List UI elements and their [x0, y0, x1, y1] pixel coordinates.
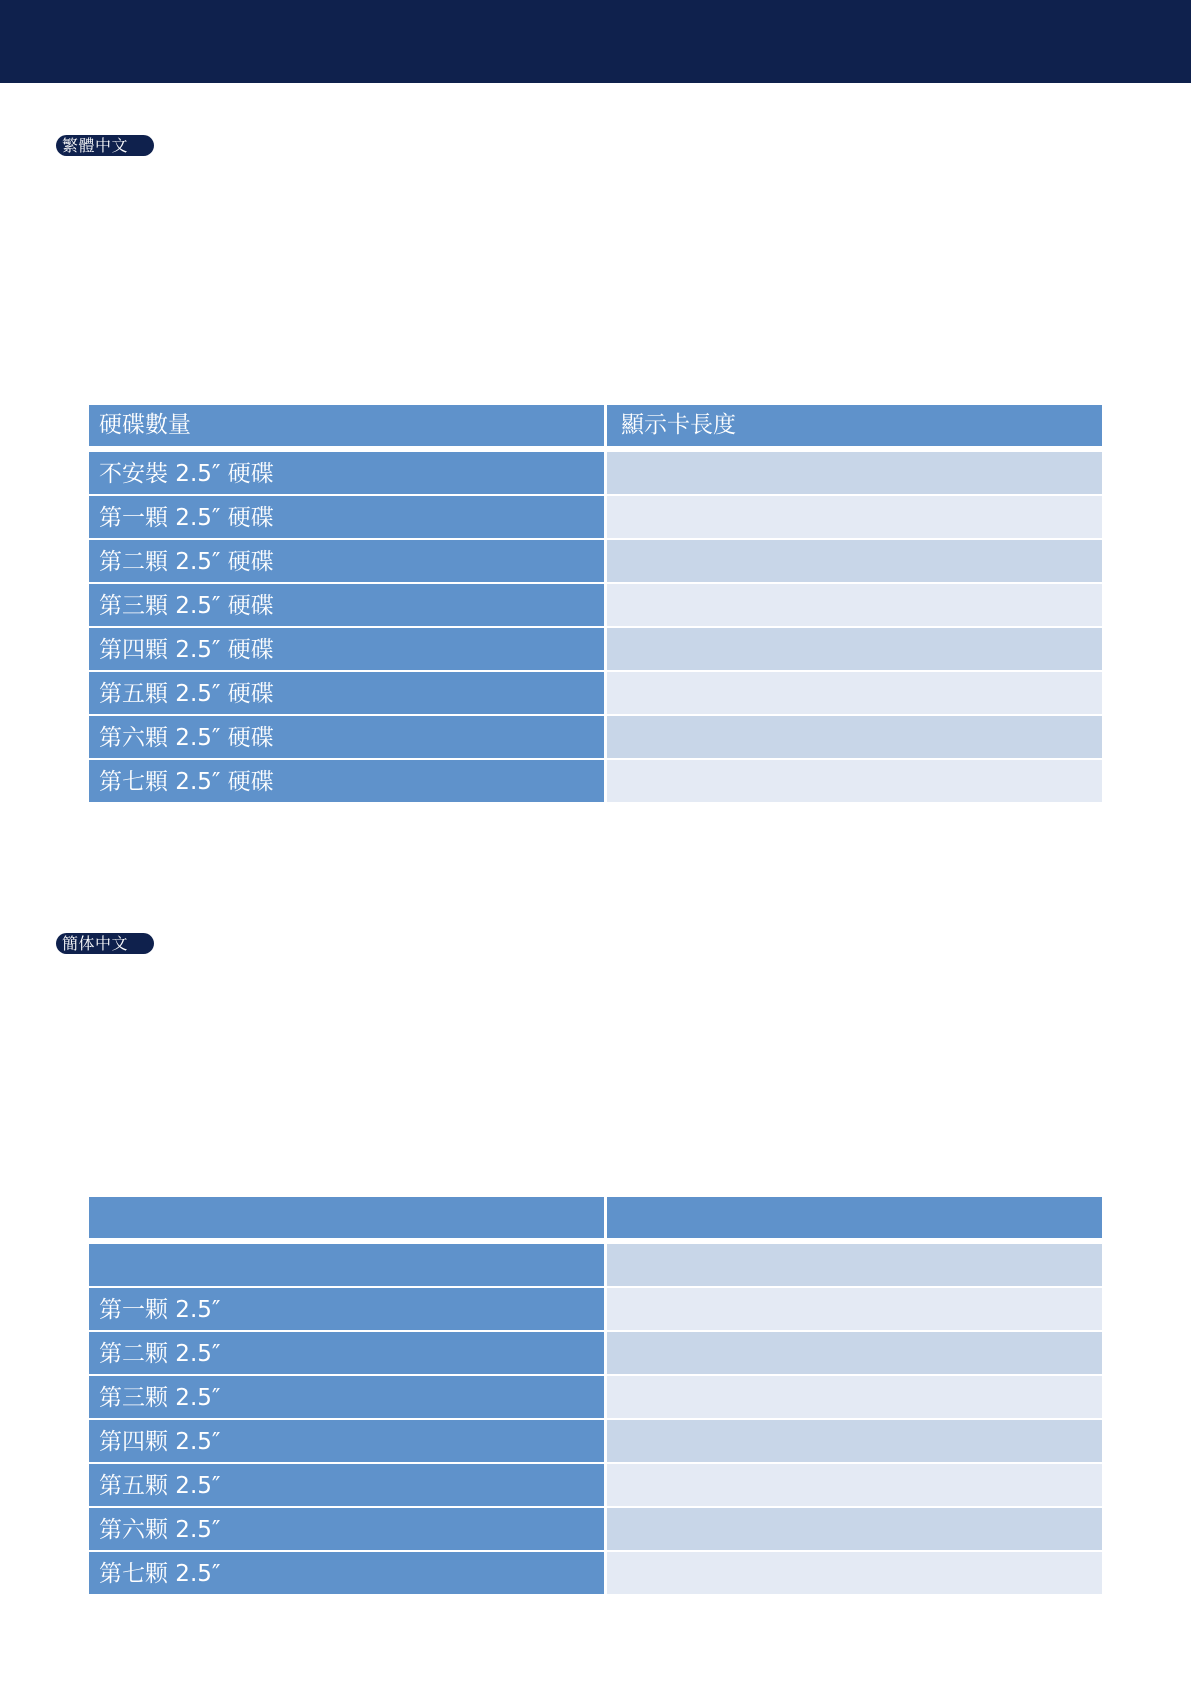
row-value	[607, 452, 1102, 494]
table-header-row	[89, 405, 1102, 446]
row-value	[607, 1244, 1102, 1286]
language-tag-traditional: 繁體中文	[56, 135, 154, 156]
table-header-row	[89, 1197, 1102, 1238]
table-row	[89, 1332, 1102, 1374]
table-row	[89, 1552, 1102, 1594]
row-value	[607, 540, 1102, 582]
row-value	[607, 716, 1102, 758]
row-label: 第二颗 2.5″	[89, 1332, 604, 1374]
table-row	[89, 1244, 1102, 1286]
row-value	[607, 1288, 1102, 1330]
row-label: 不安裝 2.5″ 硬碟	[89, 452, 604, 494]
drive-gpu-table-simplified	[89, 1197, 1102, 1596]
row-label: 第五颗 2.5″	[89, 1464, 604, 1506]
header-gpu-length: 顯示卡長度	[607, 405, 1102, 446]
row-label: 第六颗 2.5″	[89, 1508, 604, 1550]
table-row	[89, 716, 1102, 758]
row-value	[607, 1376, 1102, 1418]
top-banner	[0, 0, 1191, 83]
row-value	[607, 760, 1102, 802]
row-value	[607, 1332, 1102, 1374]
table-row	[89, 1288, 1102, 1330]
table-row	[89, 628, 1102, 670]
row-label: 第三顆 2.5″ 硬碟	[89, 584, 604, 626]
table-row	[89, 672, 1102, 714]
row-value	[607, 672, 1102, 714]
row-value	[607, 628, 1102, 670]
row-label: 第四顆 2.5″ 硬碟	[89, 628, 604, 670]
row-label	[89, 1244, 604, 1286]
table-row	[89, 1376, 1102, 1418]
row-value	[607, 1552, 1102, 1594]
language-tag-simplified: 簡体中文	[56, 933, 154, 954]
row-label: 第七顆 2.5″ 硬碟	[89, 760, 604, 802]
row-value	[607, 496, 1102, 538]
row-value	[607, 1464, 1102, 1506]
row-label: 第七颗 2.5″	[89, 1552, 604, 1594]
header-drive-count	[89, 1197, 604, 1238]
row-label: 第五顆 2.5″ 硬碟	[89, 672, 604, 714]
table-row	[89, 452, 1102, 494]
table-row	[89, 496, 1102, 538]
header-gpu-length	[607, 1197, 1102, 1238]
table-row	[89, 1420, 1102, 1462]
drive-gpu-table-traditional	[89, 405, 1102, 804]
header-drive-count: 硬碟數量	[89, 405, 604, 446]
row-value	[607, 584, 1102, 626]
table-row	[89, 1508, 1102, 1550]
row-label: 第一颗 2.5″	[89, 1288, 604, 1330]
row-label: 第二顆 2.5″ 硬碟	[89, 540, 604, 582]
row-value	[607, 1420, 1102, 1462]
table-row	[89, 760, 1102, 802]
table-row	[89, 584, 1102, 626]
row-label: 第一顆 2.5″ 硬碟	[89, 496, 604, 538]
row-label: 第六顆 2.5″ 硬碟	[89, 716, 604, 758]
table-row	[89, 1464, 1102, 1506]
row-label: 第三颗 2.5″	[89, 1376, 604, 1418]
table-row	[89, 540, 1102, 582]
row-value	[607, 1508, 1102, 1550]
row-label: 第四颗 2.5″	[89, 1420, 604, 1462]
